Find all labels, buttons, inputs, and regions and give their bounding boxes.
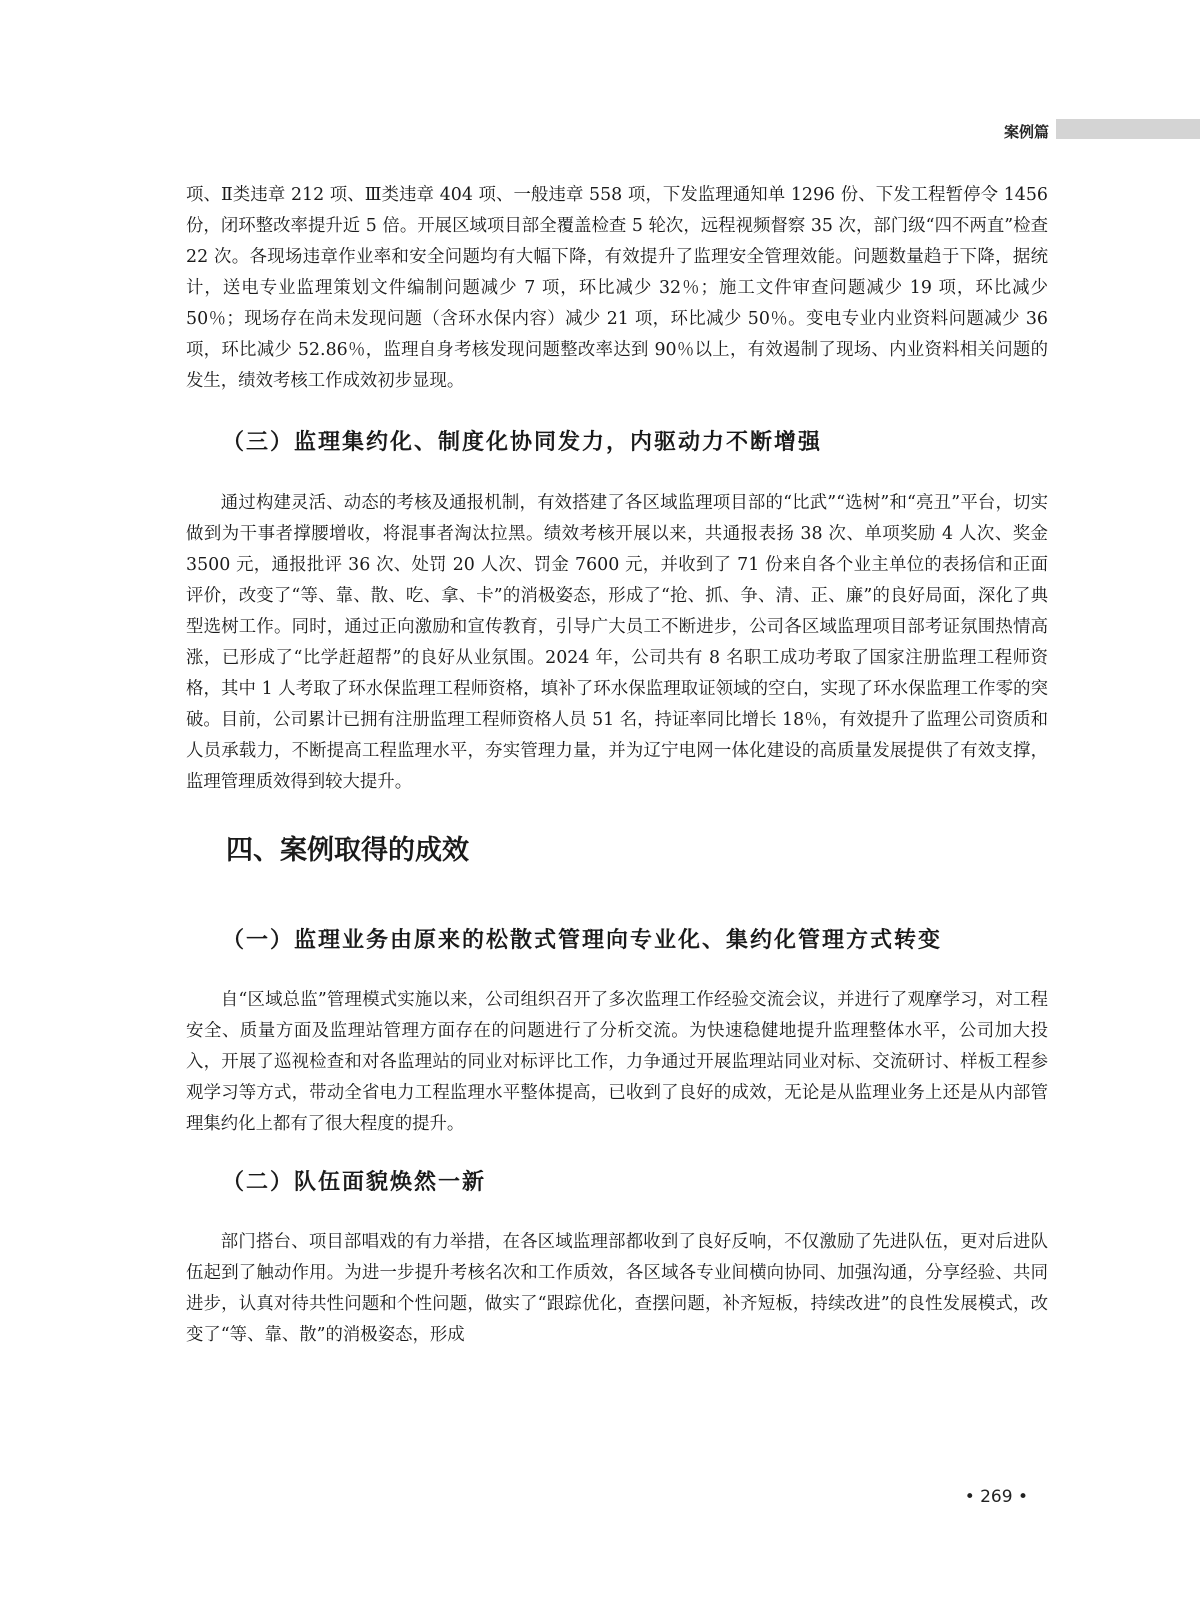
paragraph-section-4-2: 部门搭台、项目部唱戏的有力举措，在各区域监理部都收到了良好反响，不仅激励了先进队伍，更对后进队伍起到了触动作用。为进一步提升考核名次和工作质效，各区域各专业间横向协同、加强沟通，分享经验、共同进步，认真对待共性问题和个性问题，做实了“跟踪优化，查摆问题，补齐短板，持续改进”的良性发展模式，改变了“等、靠、散”的消极姿态，形成 (186, 1232, 1048, 1345)
header-bar (1056, 119, 1200, 139)
paragraph-section-3-3: 通过构建灵活、动态的考核及通报机制，有效搭建了各区域监理项目部的“比武”“选树”和“亮丑”平台，切实做到为干事者撑腰增收，将混事者淘汰拉黑。绩效考核开展以来，共通报表扬 38 次、单项奖励 4 人次、奖金 3500 元，通报批评 36 次、处罚 20 人次、罚金 7600 元，并收到了 71 份来自各个业主单位的表扬信和正面评价，改变了“等、靠、散、吃、拿、卡”的消极姿态，形成了“抢、抓、争、清、正、廉”的良好局面，深化了典型选树工作。同时，通过正向激励和宣传教育，引导广大员工不断进步，公司各区域监理项目部考证氛围热情高涨，已形成了“比学赶超帮”的良好从业氛围。2024 年，公司共有 8 名职工成功考取了国家注册监理工程师资格，其中 1 人考取了环水保监理工程师资格，填补了环水保监理取证领域的空白，实现了环水保监理工作零的突破。目前，公司累计已拥有注册监理工程师资格人员 51 名，持证率同比增长 18％，有效提升了监理公司资质和人员承载力，不断提高工程监理水平，夯实管理力量，并为辽宁电网一体化建设的高质量发展提供了有效支撑，监理管理质效得到较大提升。 (186, 493, 1048, 792)
paragraph-continuation: 项、Ⅱ类违章 212 项、Ⅲ类违章 404 项、一般违章 558 项，下发监理通知单 1296 份、下发工程暂停令 1456 份，闭环整改率提升近 5 倍。开展区域项目部全覆盖检查 5 轮次，远程视频督察 35 次，部门级“四不两直”检查 22 次。各现场违章作业率和安全问题均有大幅下降，有效提升了监理安全管理效能。问题数量趋于下降，据统计，送电专业监理策划文件编制问题减少 7 项，环比减少 32％；施工文件审查问题减少 19 项，环比减少 50％；现场存在尚未发现问题（含环水保内容）减少 21 项，环比减少 50％。变电专业内业资料问题减少 36 项，环比减少 52.86％，监理自身考核发现问题整改率达到 90％以上，有效遏制了现场、内业资料相关问题的发生，绩效考核工作成效初步显现。 (186, 185, 1048, 391)
section-label: 案例篇 (1003, 123, 1049, 141)
heading-section-4-1: （一）监理业务由原来的松散式管理向专业化、集约化管理方式转变 (222, 927, 943, 953)
heading-section-4: 四、案例取得的成效 (226, 835, 469, 866)
heading-section-4-2: （二）队伍面貌焕然一新 (222, 1169, 487, 1195)
page-number: • 269 • (964, 1487, 1028, 1507)
page-body (186, 180, 1048, 1351)
heading-section-3-3: （三）监理集约化、制度化协同发力，内驱动力不断增强 (222, 429, 823, 455)
paragraph-section-4-1: 自“区域总监”管理模式实施以来，公司组织召开了多次监理工作经验交流会议，并进行了观摩学习，对工程安全、质量方面及监理站管理方面存在的问题进行了分析交流。为快速稳健地提升监理整体水平，公司加大投入，开展了巡视检查和对各监理站的同业对标评比工作，力争通过开展监理站同业对标、交流研讨、样板工程参观学习等方式，带动全省电力工程监理水平整体提高，已收到了良好的成效，无论是从监理业务上还是从内部管理集约化上都有了很大程度的提升。 (186, 990, 1048, 1134)
